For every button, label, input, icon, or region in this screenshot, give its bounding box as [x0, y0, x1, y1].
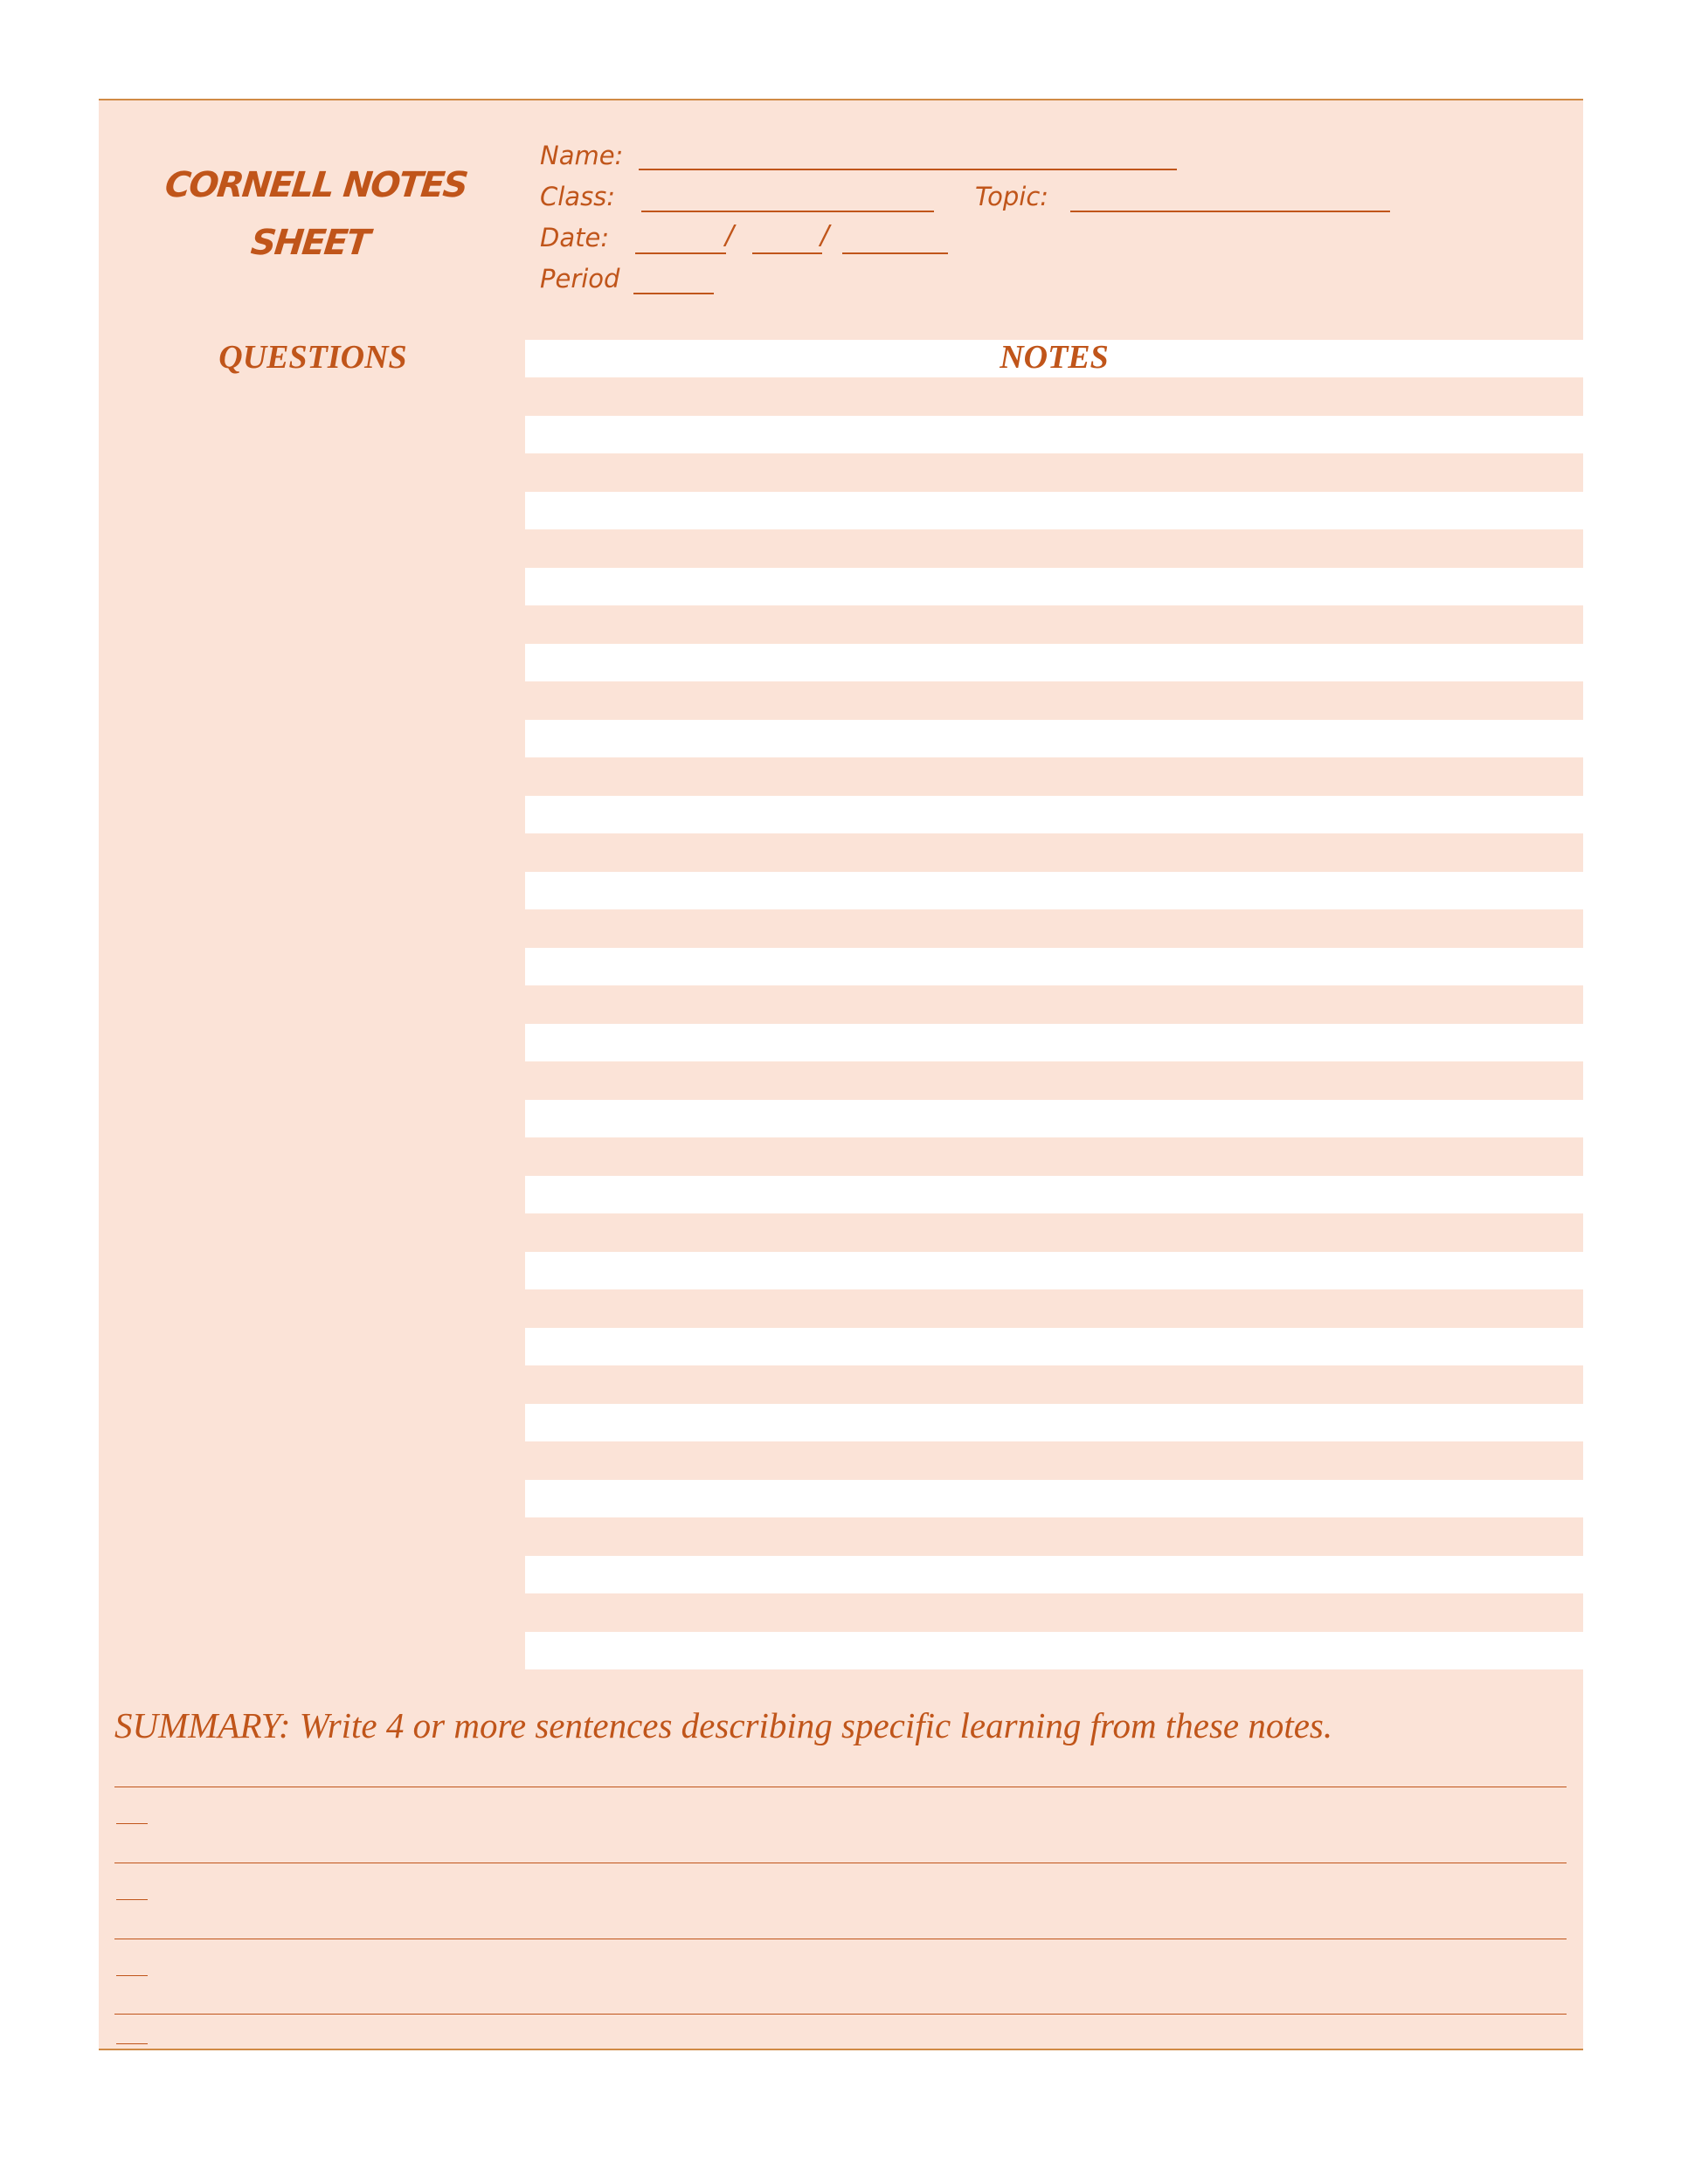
notes-line[interactable]: [525, 872, 1583, 909]
period-label: Period: [540, 264, 620, 294]
title-line-2: SHEET: [249, 223, 371, 263]
notes-line[interactable]: [525, 1328, 1583, 1365]
topic-field[interactable]: [1070, 211, 1390, 212]
summary-line-3-tail: [116, 1975, 148, 1976]
notes-line[interactable]: [525, 568, 1583, 605]
class-label: Class:: [540, 182, 616, 211]
sheet-title: [93, 156, 533, 272]
name-field[interactable]: [639, 169, 1177, 170]
notes-line[interactable]: [525, 948, 1583, 985]
questions-heading: QUESTIONS: [218, 339, 407, 376]
summary-line-2-tail: [116, 1899, 148, 1900]
date-month-field[interactable]: [635, 252, 726, 254]
summary-prompt: SUMMARY: Write 4 or more sentences describing specific learning from these notes.: [114, 1705, 1333, 1745]
notes-line[interactable]: [525, 1252, 1583, 1289]
notes-area[interactable]: [525, 340, 1583, 1671]
notes-line[interactable]: [525, 1556, 1583, 1593]
notes-line[interactable]: [525, 1024, 1583, 1061]
date-year-field[interactable]: [842, 252, 948, 254]
period-field[interactable]: [633, 293, 714, 294]
date-day-field[interactable]: [752, 252, 822, 254]
name-label: Name:: [540, 141, 624, 170]
summary-line-4[interactable]: [114, 2014, 1567, 2015]
notes-line[interactable]: [525, 1632, 1583, 1669]
class-field[interactable]: [641, 211, 934, 212]
topic-label: Topic:: [975, 182, 1049, 211]
title-line-1: CORNELL NOTES: [163, 165, 469, 205]
summary-line-1-tail: [116, 1823, 148, 1824]
date-separator-1: /: [725, 220, 735, 251]
notes-line[interactable]: [525, 796, 1583, 833]
notes-heading: NOTES: [1000, 339, 1109, 376]
summary-line-4-tail: [116, 2043, 148, 2044]
date-separator-2: /: [820, 220, 830, 251]
notes-line[interactable]: [525, 1176, 1583, 1213]
notes-line[interactable]: [525, 1100, 1583, 1137]
notes-line[interactable]: [525, 1480, 1583, 1517]
notes-line[interactable]: [525, 644, 1583, 681]
notes-line[interactable]: [525, 416, 1583, 453]
notes-line[interactable]: [525, 492, 1583, 529]
date-label: Date:: [540, 223, 610, 252]
notes-line[interactable]: [525, 1404, 1583, 1441]
cornell-notes-sheet: [99, 99, 1583, 2050]
notes-line[interactable]: [525, 720, 1583, 757]
